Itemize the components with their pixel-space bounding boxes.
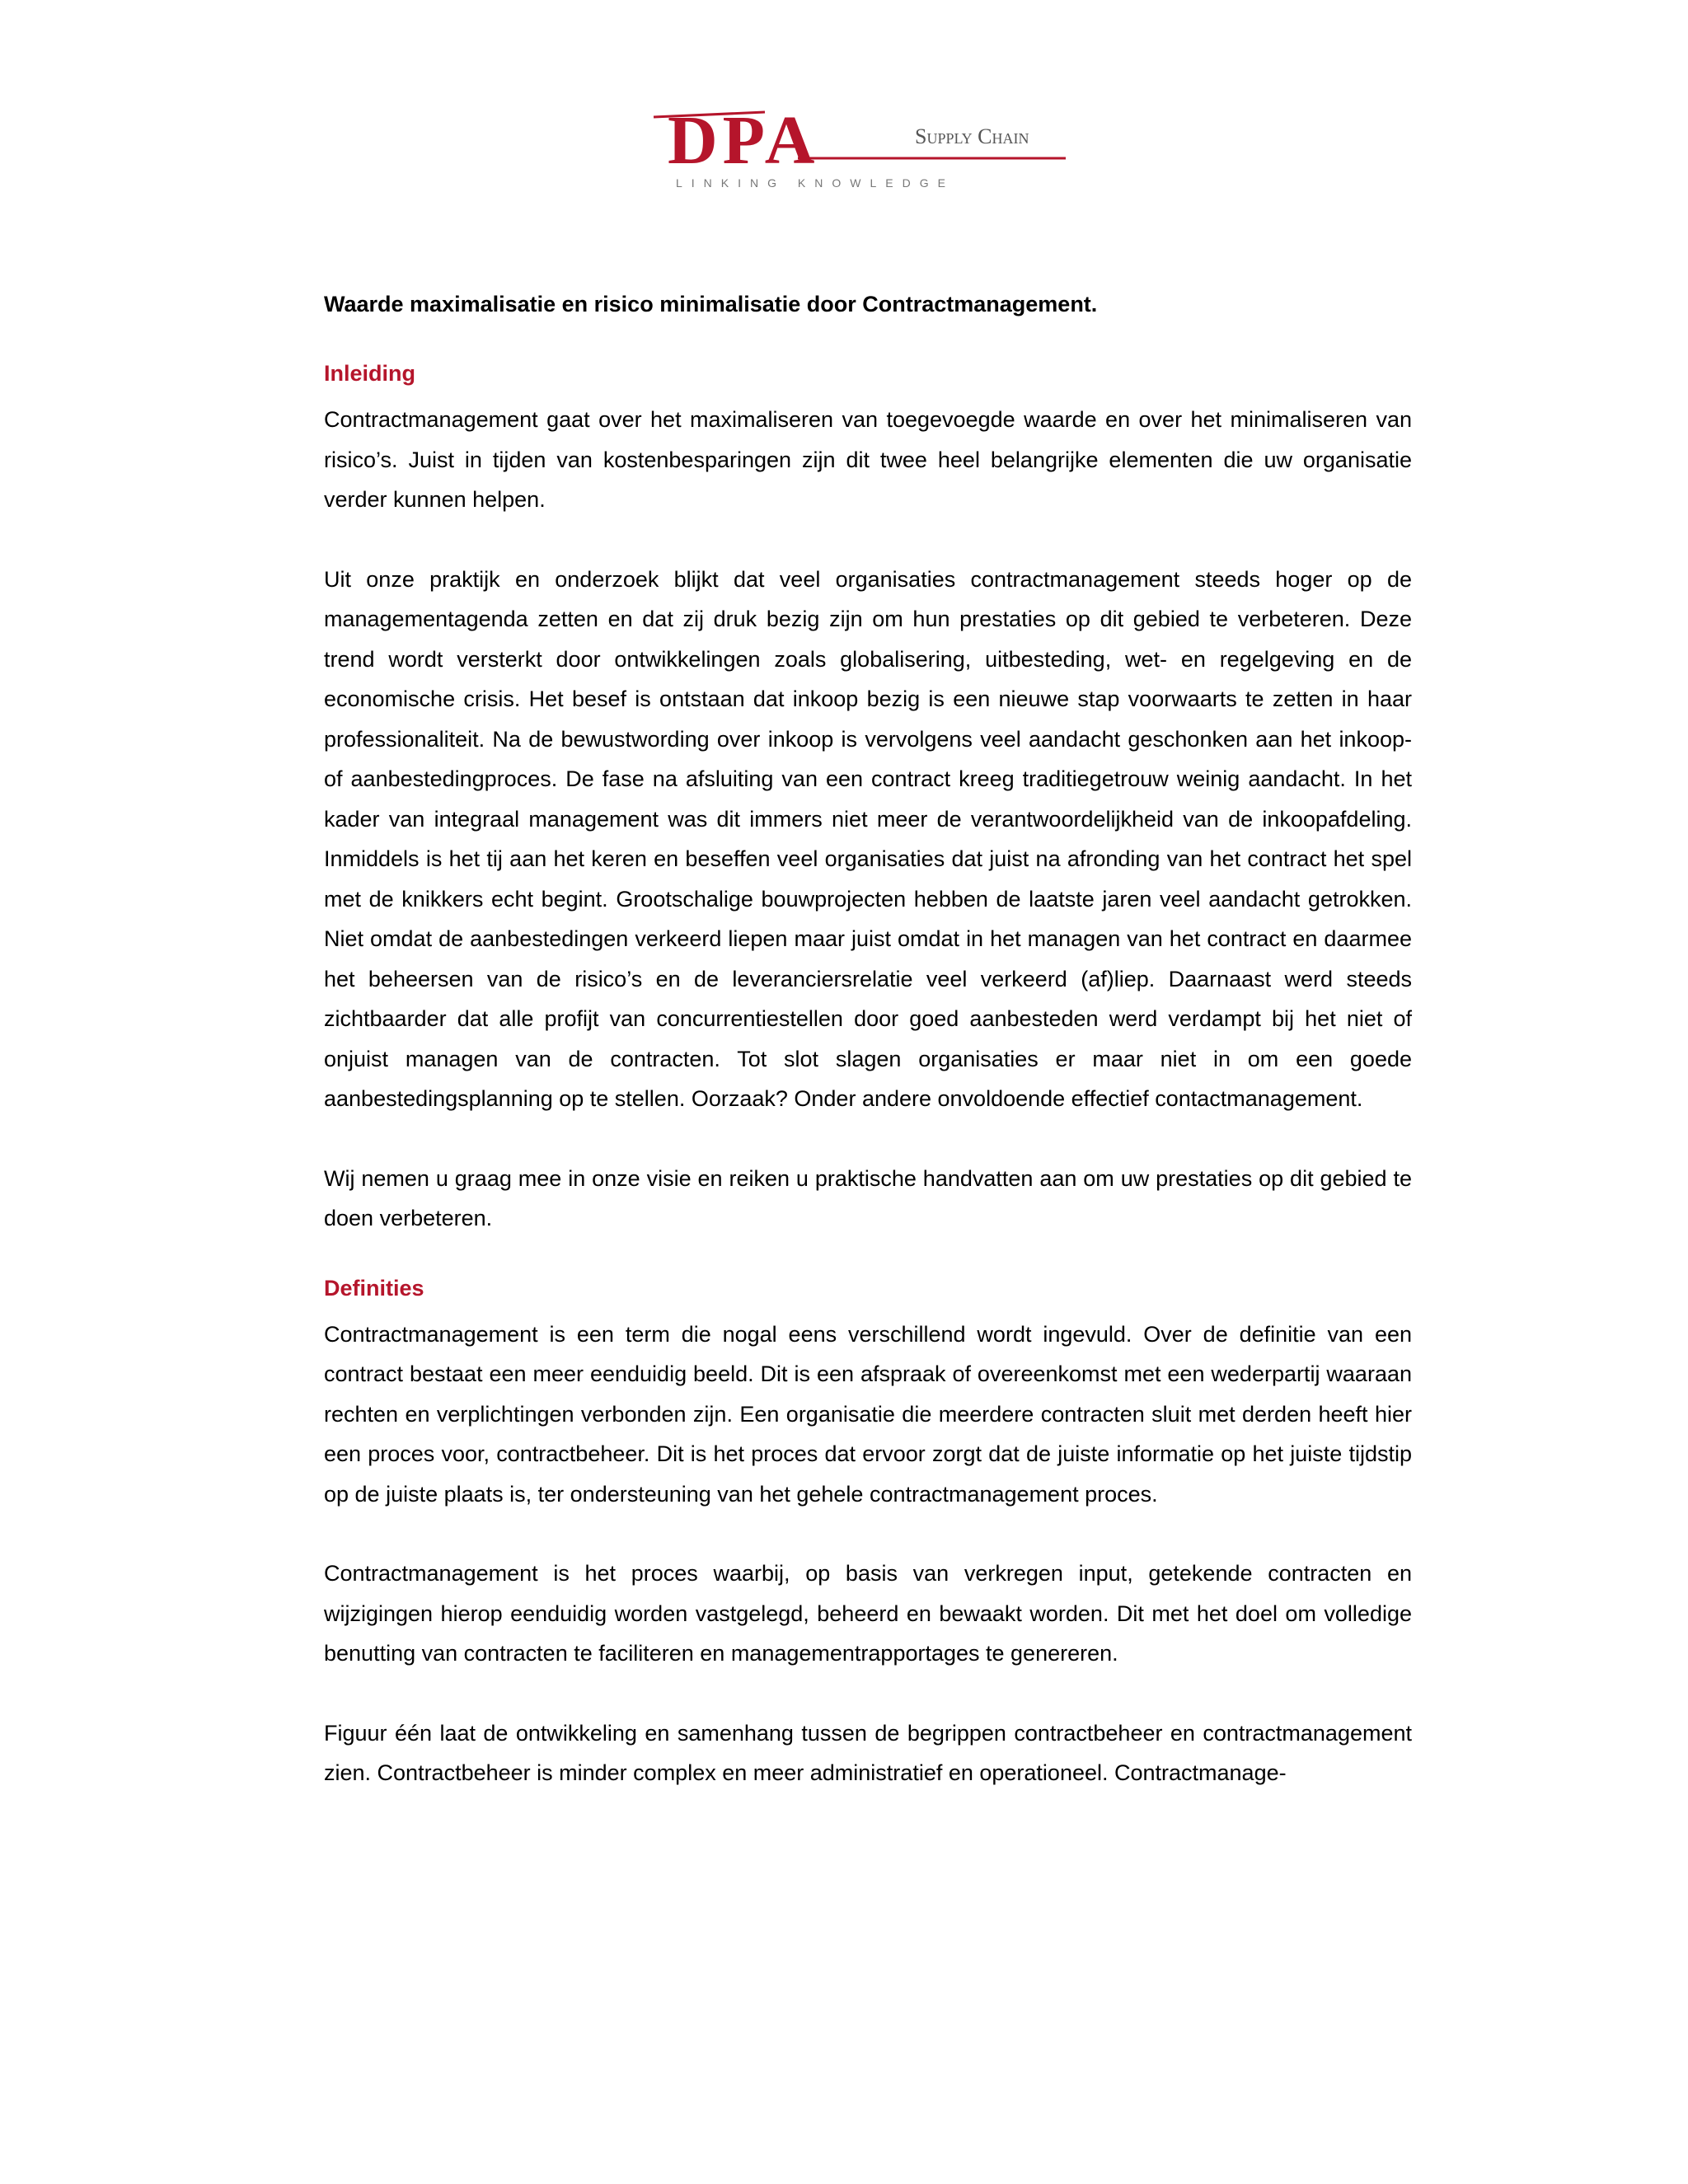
paragraph: Contractmanagement is het proces waarbij, op basis van verkregen input, getekende contracten en wijzigingen hierop eenduidig worden vastgelegd, beheerd en bewaakt worden. Dit met het doel om volledige benutting van contracten te faciliteren en managementrapportages te genereren. [324, 1561, 1412, 1666]
logo-tagline: Supply Chain [915, 124, 1029, 148]
paragraph: Contractmanagement is een term die nogal eens verschillend wordt ingevuld. Over de definitie van een contract bestaat een meer eenduidig beeld. Dit is een afspraak of overeenkomst met een wederpartij waaraan rechten en verplichtingen verbonden zijn. Een organisatie die meerdere contracten sluit met derden heeft hier een proces voor, contractbeheer. Dit is het proces dat ervoor zorgt dat de juiste informatie op het juiste tijdstip op de juiste plaats is, ter ondersteuning van het gehele contractmanagement proces. [324, 1321, 1412, 1507]
paragraph: Wij nemen u graag mee in onze visie en reiken u praktische handvatten aan om uw prestaties op dit gebied te doen verbeteren. [324, 1165, 1412, 1230]
section-heading-inleiding: Inleiding [324, 361, 415, 386]
section-heading-definities: Definities [324, 1275, 424, 1301]
dpa-logo-graphic [649, 107, 1078, 198]
paragraph: Figuur één laat de ontwikkeling en samenhang tussen de begrippen contractbeheer en contractmanagement zien. Contractbeheer is minder complex en meer administratief en operationeel. Contractmanage- [324, 1720, 1412, 1785]
document-body [324, 284, 1412, 1833]
document-title: Waarde maximalisatie en risico minimalisatie door Contractmanagement. [324, 292, 1098, 316]
logo-subtitle: LINKING KNOWLEDGE [676, 176, 954, 190]
dpa-logo [649, 107, 1078, 198]
logo-brand-name: DPA [668, 107, 820, 179]
paragraph: Contractmanagement gaat over het maximaliseren van toegevoegde waarde en over het minimaliseren van risico’s. Juist in tijden van kostenbesparingen zijn dit twee heel belangrijke elementen die uw organisatie verder kunnen helpen. [324, 407, 1412, 512]
paragraph: Uit onze praktijk en onderzoek blijkt dat veel organisaties contractmanagement steeds hoger op de managementagenda zetten en dat zij druk bezig zijn om hun prestaties op dit gebied te verbeteren. Deze trend wordt versterkt door ontwikkelingen zoals globalisering, uitbesteding, wet- en regelgeving en de economische crisis. Het besef is ontstaan dat inkoop bezig is een nieuwe stap voorwaarts te zetten in haar professionaliteit. Na de bewustwording over inkoop is vervolgens veel aandacht geschonken aan het inkoop- of aanbestedingproces. De fase na afsluiting van een contract kreeg traditiegetrouw weinig aandacht. In het kader van integraal management was dit immers niet meer de verantwoordelijkheid van de inkoopafdeling. Inmiddels is het tij aan het keren en beseffen veel organisaties dat juist na afronding van het contract het spel met de knikkers echt begint. Grootschalige bouwprojecten hebben de laatste jaren veel aandacht getrokken. Niet omdat de aanbestedingen verkeerd liepen maar juist omdat in het managen van het contract en daarmee het beheersen van de risico’s en de leveranciersrelatie veel verkeerd (af)liep. Daarnaast werd steeds zichtbaarder dat alle profijt van concurrentiestellen door goed aanbesteden werd verdampt bij het niet of onjuist managen van de contracten. Tot slot slagen organisaties er maar niet in om een goede aanbestedingsplanning op te stellen. Oorzaak? Onder andere onvoldoende effectief contactmanagement. [324, 566, 1412, 1111]
